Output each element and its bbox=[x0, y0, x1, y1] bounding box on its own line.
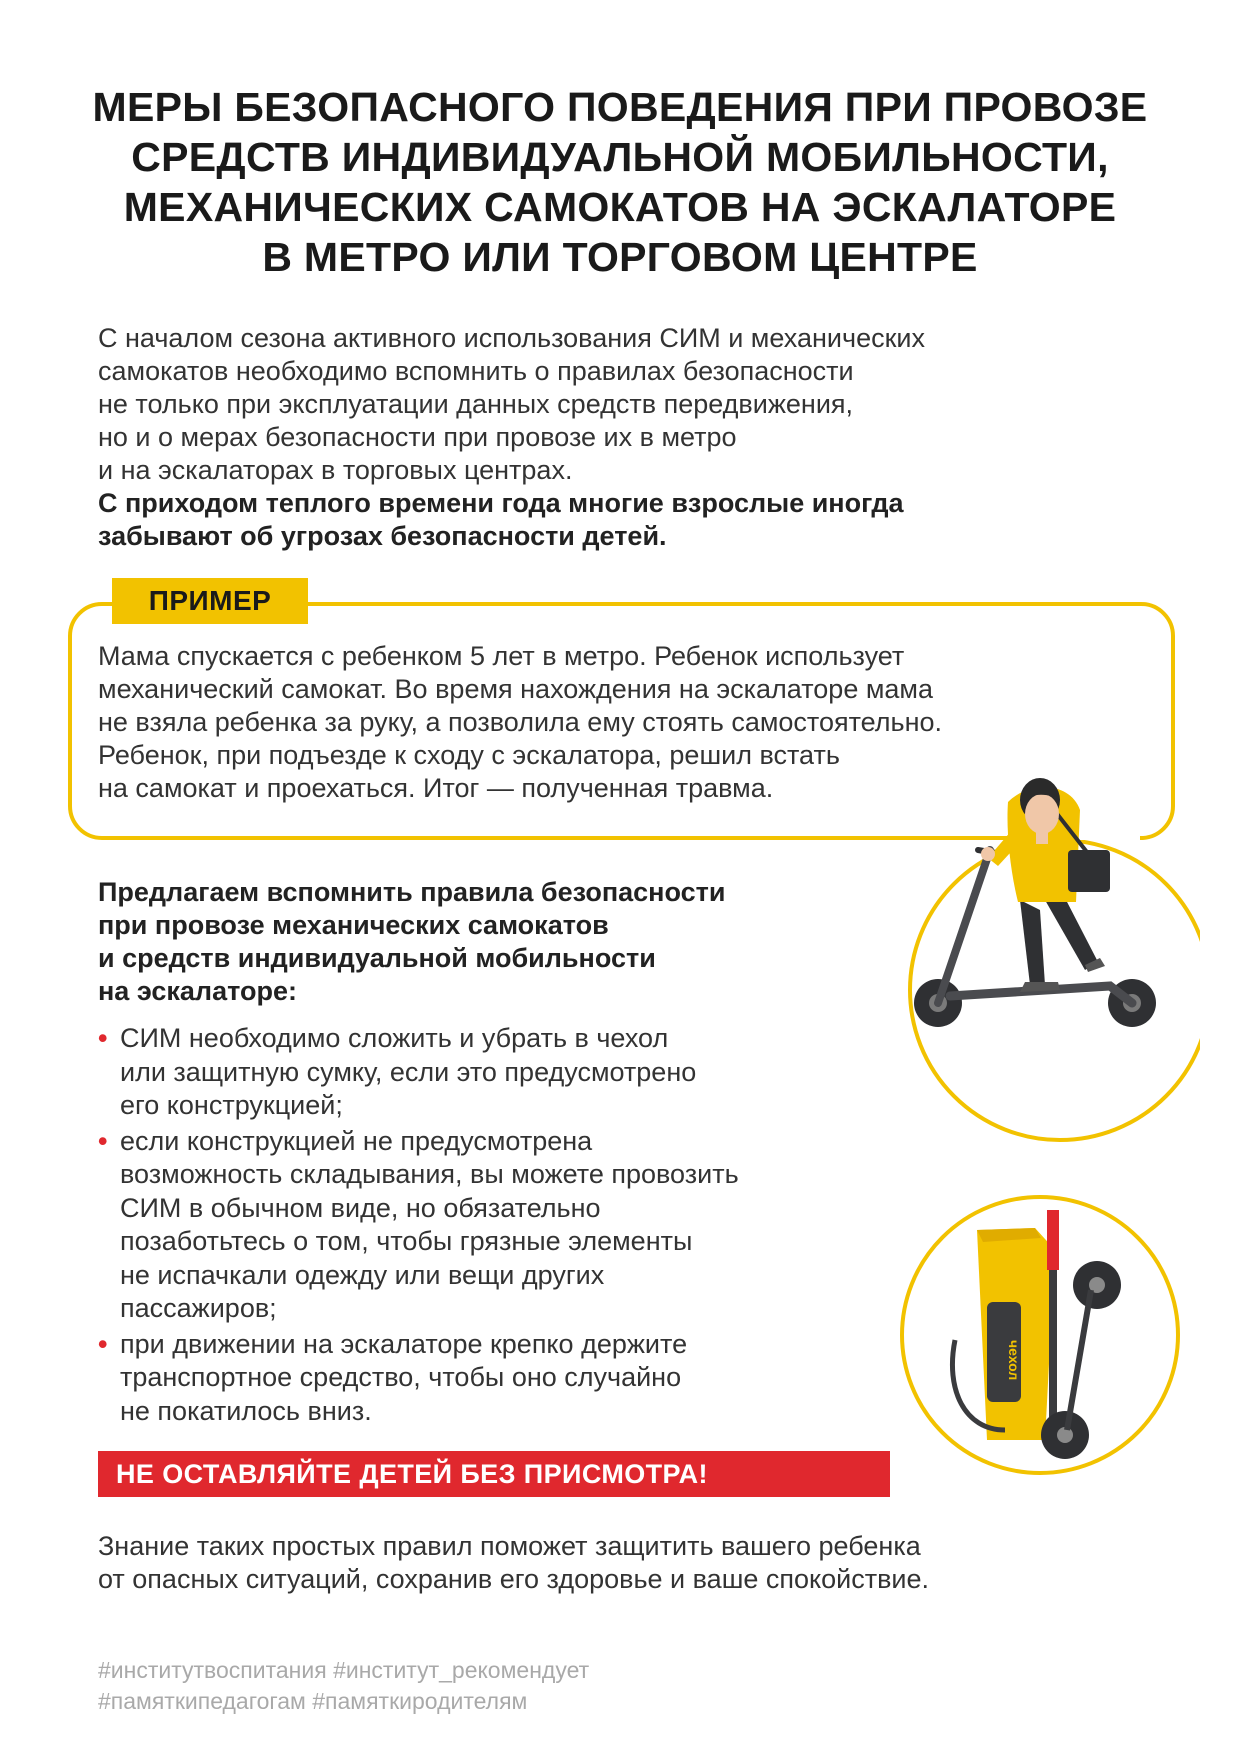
bullet-icon: • bbox=[98, 1328, 108, 1359]
intro-line: самокатов необходимо вспомнить о правилах безопасности bbox=[98, 356, 854, 386]
intro-line: и на эскалаторах в торговых центрах. bbox=[98, 455, 573, 485]
intro-line: не только при эксплуатации данных средств передвижения, bbox=[98, 389, 854, 419]
warning-banner: НЕ ОСТАВЛЯЙТЕ ДЕТЕЙ БЕЗ ПРИСМОТРА! bbox=[98, 1451, 890, 1497]
intro-emphasis-line: С приходом теплого времени года многие взрослые иногда bbox=[98, 488, 904, 518]
rule-line: если конструкцией не предусмотрена bbox=[120, 1125, 593, 1156]
list-item bbox=[98, 1125, 898, 1326]
intro-paragraph bbox=[98, 322, 1098, 553]
rule-line: СИМ необходимо сложить и убрать в чехол bbox=[120, 1023, 669, 1053]
rules-heading-line: при провозе механических самокатов bbox=[98, 910, 609, 940]
list-item bbox=[98, 1328, 898, 1429]
list-item bbox=[98, 1022, 898, 1123]
hashtag-line: #институтвоспитания #институт_рекомендует bbox=[98, 1657, 590, 1683]
example-line: не взяла ребенка за руку, а позволила ему стоять самостоятельно. bbox=[98, 707, 943, 737]
rule-line: пассажиров; bbox=[120, 1293, 277, 1323]
outro-line: от опасных ситуаций, сохранив его здоровье и ваше спокойствие. bbox=[98, 1564, 930, 1594]
rules-heading bbox=[98, 876, 858, 1008]
rule-line: позаботьтесь о том, чтобы грязные элементы bbox=[120, 1226, 693, 1256]
bullet-icon: • bbox=[98, 1023, 108, 1053]
intro-line: но и о мерах безопасности при провозе их в метро bbox=[98, 422, 737, 452]
title-line: СРЕДСТВ ИНДИВИДУАЛЬНОЙ МОБИЛЬНОСТИ, bbox=[131, 134, 1109, 180]
example-line: Мама спускается с ребенком 5 лет в метро. Ребенок использует bbox=[98, 641, 905, 671]
example-line: Ребенок, при подъезде к сходу с эскалатора, решил встать bbox=[98, 740, 840, 770]
hashtags bbox=[98, 1655, 898, 1717]
rule-line: или защитную сумку, если это предусмотрено bbox=[120, 1056, 697, 1087]
rule-line: возможность складывания, вы можете провозить bbox=[120, 1159, 739, 1189]
example-line: механический самокат. Во время нахождения на эскалаторе мама bbox=[98, 674, 933, 704]
outro-paragraph bbox=[98, 1530, 1148, 1596]
bag-label: чехол bbox=[1006, 1340, 1022, 1381]
rules-heading-line: и средств индивидуальной мобильности bbox=[98, 943, 656, 973]
rules-heading-line: на эскалаторе: bbox=[98, 976, 297, 1006]
rule-line: транспортное средство, чтобы оно случайно bbox=[120, 1362, 682, 1392]
rule-line: не испачкали одежду или вещи других bbox=[120, 1259, 605, 1290]
rule-line: не покатилось вниз. bbox=[120, 1395, 372, 1426]
page-title bbox=[40, 82, 1200, 282]
scooter-bag-illustration bbox=[895, 1190, 1185, 1480]
rule-line: при движении на эскалаторе крепко держите bbox=[120, 1328, 688, 1359]
intro-line: С началом сезона активного использования СИМ и механических bbox=[98, 323, 925, 353]
rules-heading-line: Предлагаем вспомнить правила безопасности bbox=[98, 877, 726, 907]
rule-line: его конструкцией; bbox=[120, 1090, 343, 1120]
title-line: МЕХАНИЧЕСКИХ САМОКАТОВ НА ЭСКАЛАТОРЕ bbox=[123, 184, 1117, 230]
example-line: на самокат и проехаться. Итог — полученная травма. bbox=[98, 773, 774, 803]
intro-emphasis-line: забывают об угрозах безопасности детей. bbox=[98, 521, 667, 551]
title-line: В МЕТРО ИЛИ ТОРГОВОМ ЦЕНТРЕ bbox=[262, 234, 978, 280]
hashtag-line: #памяткипедагогам #памяткиродителям bbox=[98, 1688, 528, 1714]
rules-list bbox=[98, 1022, 898, 1430]
example-label: ПРИМЕР bbox=[112, 578, 308, 624]
bullet-icon: • bbox=[98, 1125, 108, 1156]
outro-line: Знание таких простых правил поможет защитить вашего ребенка bbox=[98, 1531, 921, 1561]
title-line: МЕРЫ БЕЗОПАСНОГО ПОВЕДЕНИЯ ПРИ ПРОВОЗЕ bbox=[92, 84, 1148, 130]
rule-line: СИМ в обычном виде, но обязательно bbox=[120, 1192, 601, 1223]
person-head-illustration bbox=[1000, 770, 1080, 870]
